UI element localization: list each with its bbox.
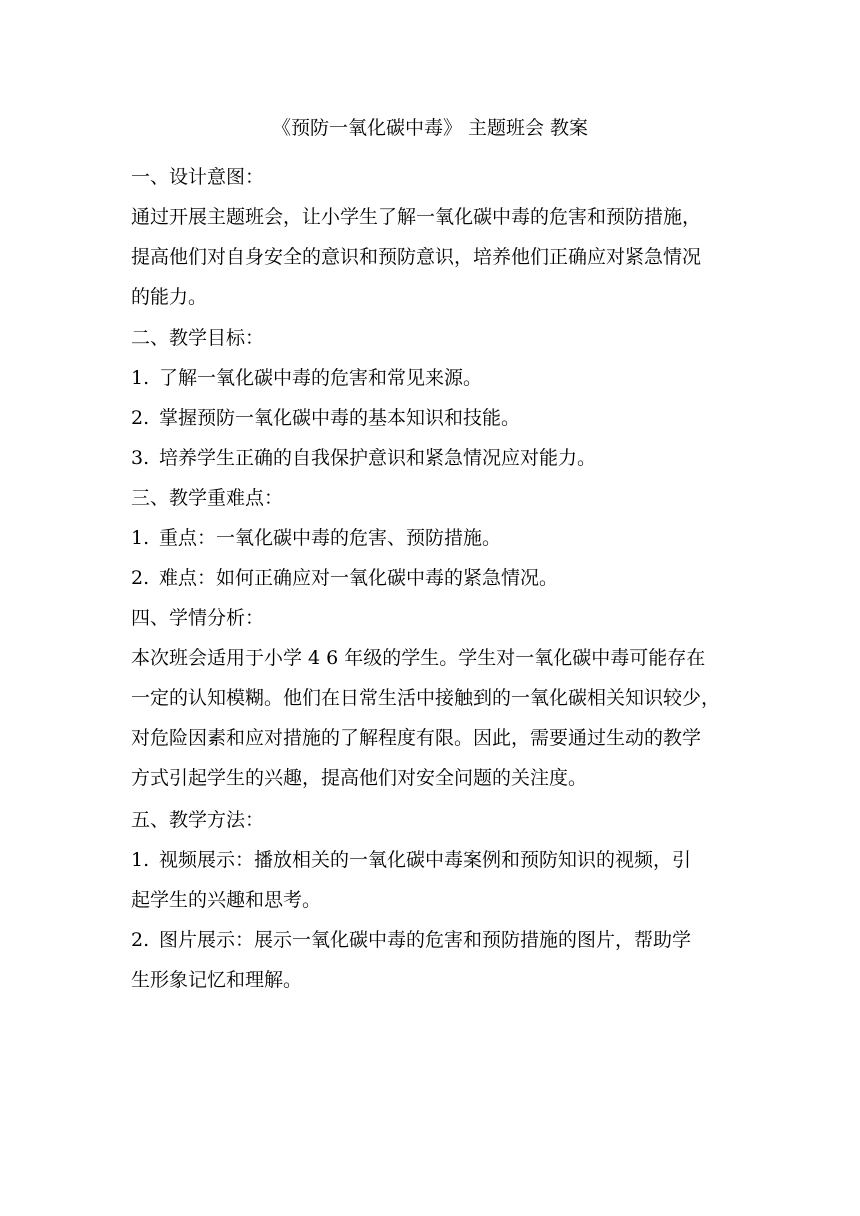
list-item-number: 1. (131, 849, 150, 871)
list-item-text: 了解一氧化碳中毒的危害和常见来源。 (159, 367, 483, 389)
list-item-line: 起学生的兴趣和思考。 (131, 889, 322, 911)
list-item-number: 1. (131, 367, 150, 389)
list-item-number: 2. (131, 407, 150, 429)
list-item-text: 重点：一氧化碳中毒的危害、预防措施。 (159, 527, 502, 549)
paragraph-line: 本次班会适用于小学 4 6 年级的学生。学生对一氧化碳中毒可能存在 (131, 647, 706, 669)
list-item-number: 2. (131, 929, 150, 951)
paragraph-line: 通过开展主题班会，让小学生了解一氧化碳中毒的危害和预防措施， (131, 206, 702, 228)
list-item-text: 视频展示：播放相关的一氧化碳中毒案例和预防知识的视频，引 (159, 849, 692, 871)
list-item (131, 558, 741, 598)
paragraph-line: 一定的认知模糊。他们在日常生活中接触到的一氧化碳相关知识较少， (131, 687, 721, 709)
list-item (131, 398, 741, 438)
section-heading-learner-analysis: 四、学情分析： (131, 607, 265, 629)
list-item (131, 518, 741, 558)
design-intent-paragraph (131, 197, 741, 318)
document-title: 《预防一氧化碳中毒》 主题班会 教案 (271, 117, 589, 139)
list-item-text: 图片展示：展示一氧化碳中毒的危害和预防措施的图片，帮助学 (159, 929, 692, 951)
list-item-number: 1. (131, 527, 150, 549)
paragraph-line: 提高他们对自身安全的意识和预防意识，培养他们正确应对紧急情况 (131, 246, 702, 268)
learner-analysis-paragraph (131, 638, 741, 800)
document-body (131, 157, 741, 1000)
paragraph-line: 方式引起学生的兴趣，提高他们对安全问题的关注度。 (131, 767, 588, 789)
paragraph-line: 对危险因素和应对措施的了解程度有限。因此，需要通过生动的教学 (131, 727, 702, 749)
list-item-number: 3. (131, 447, 150, 469)
list-item-text: 掌握预防一氧化碳中毒的基本知识和技能。 (159, 407, 521, 429)
list-item-line (131, 840, 741, 880)
list-item-line (131, 920, 741, 960)
section-heading-teaching-methods: 五、教学方法： (131, 809, 265, 831)
list-item (131, 438, 741, 478)
section-heading-design-intent: 一、设计意图： (131, 166, 265, 188)
list-item (131, 840, 741, 920)
list-item-text: 难点：如何正确应对一氧化碳中毒的紧急情况。 (159, 567, 559, 589)
list-item (131, 358, 741, 398)
list-item-number: 2. (131, 567, 150, 589)
section-heading-key-points: 三、教学重难点： (131, 487, 284, 509)
list-item-line: 生形象记忆和理解。 (131, 969, 303, 991)
list-item-text: 培养学生正确的自我保护意识和紧急情况应对能力。 (159, 447, 597, 469)
section-heading-teaching-goals: 二、教学目标： (131, 327, 265, 349)
list-item (131, 920, 741, 1000)
paragraph-line: 的能力。 (131, 286, 208, 308)
